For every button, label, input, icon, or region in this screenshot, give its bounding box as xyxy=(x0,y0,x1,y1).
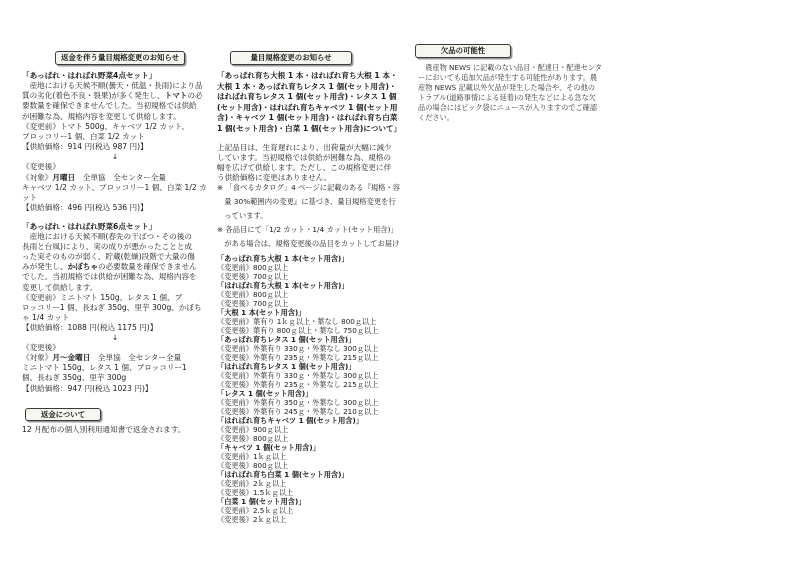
text-segment: みが発生し、 xyxy=(22,262,68,272)
text-line xyxy=(217,195,403,209)
text-segment: キャベツ 1/2 カット、ブロッコリー1 個、白菜 1/2 カ xyxy=(22,182,207,192)
text-segment: 【供給価格：947 円(税込 1023 円)】 xyxy=(22,383,153,393)
text-segment: 産地における天候不順(曇天・低温・長雨)により品 xyxy=(22,81,203,91)
text-segment: 産物 NEWS 記載以外欠品が発生した場合や、その他の xyxy=(418,83,595,92)
spec-change-explanation xyxy=(217,143,403,183)
text-segment: 個、長ねぎ 350g、里芋 300g xyxy=(22,373,127,383)
spec-change-notes xyxy=(217,181,403,251)
text-segment: 【供給価格：1088 円(税込 1175 円)】 xyxy=(22,322,158,332)
text-segment: う供給価格に変更はありません。 xyxy=(217,173,332,182)
text-segment: 質の劣化(着色不良・裂果)が多く発生し、 xyxy=(22,91,165,101)
text-line xyxy=(418,83,604,93)
item-name: 「はればれ育ちキャベツ 1 個(セット用含)」 xyxy=(217,415,363,425)
text-line xyxy=(217,113,403,124)
text-segment: 幅を広げて供給します。ただし、この規格変更に伴 xyxy=(217,163,392,172)
text-line xyxy=(22,283,208,293)
text-segment: 上記品目は、生育遅れにより、出荷量が大幅に減少 xyxy=(217,143,392,152)
text-segment: 大根 1 本・あっぱれ育ちレタス 1 個(セット用含)・ xyxy=(217,81,397,91)
text-segment: 《変更後》 xyxy=(22,343,60,353)
text-line xyxy=(22,203,208,213)
item-after-spec: 《変更後》800ｇ以上 xyxy=(217,460,289,470)
text-line xyxy=(418,73,604,83)
text-segment: ↓ xyxy=(111,333,119,343)
text-segment: はればれ育ちレタス 1 個(セット用含)・レタス 1 個 xyxy=(217,92,397,102)
text-segment: ↓ xyxy=(111,152,119,162)
text-line xyxy=(22,252,208,262)
text-segment: 全単協 全センター全量 xyxy=(75,172,166,182)
text-line xyxy=(418,113,604,123)
stockout-possibility-heading: 欠品の可能性 xyxy=(415,44,511,58)
text-line xyxy=(217,153,403,163)
text-segment: 農産物 NEWS に記載のない品目・配達日・配達センタ xyxy=(418,63,602,72)
item-before-spec: 《変更前》外葉有り 350ｇ・外葉なし 300ｇ以上 xyxy=(217,397,379,407)
text-segment: ーにおいても追加欠品が発生する可能性があります。農 xyxy=(418,73,598,82)
item-name: 「はればれ育ち白菜 1 個(セット用含)」 xyxy=(217,469,349,479)
spec-change-target-items xyxy=(217,71,403,135)
text-segment: (セット用含)・はればれ育ちキャベツ 1 個(セット用 xyxy=(217,102,398,112)
item-before-spec: 《変更前》外葉有り 330ｇ・外葉なし 300ｇ以上 xyxy=(217,370,379,380)
text-segment: 含)・キャベツ 1 個(セット用含)・はればれ育ち白菜 xyxy=(217,113,398,123)
text-line xyxy=(22,222,208,232)
item-before-spec: 《変更前》800ｇ以上 xyxy=(217,262,289,272)
item-after-spec: 《変更後》葉有り 800ｇ以上・葉なし 750ｇ以上 xyxy=(217,325,379,335)
text-segment: 《変更後》 xyxy=(22,162,60,172)
text-segment: 《対象》 xyxy=(22,172,53,182)
item-name: 「白菜 1 個(セット用含)」 xyxy=(217,496,306,506)
bold-text: 「あっぱれ・はればれ野菜4点セット」 xyxy=(22,71,157,80)
refund-heading: 返金について xyxy=(25,408,101,421)
item-after-spec: 《変更後》2ｋｇ以上 xyxy=(217,514,287,524)
spec-change-notice-heading: 量目規格変更のお知らせ xyxy=(230,51,352,65)
text-line xyxy=(22,293,208,303)
refund-change-notice-heading: 返金を伴う量目規格変更のお知らせ xyxy=(55,51,185,65)
item-before-spec: 《変更前》1ｋｇ以上 xyxy=(217,451,287,461)
text-line xyxy=(22,353,208,363)
text-line xyxy=(22,101,208,111)
text-line xyxy=(22,183,208,193)
text-line xyxy=(22,313,208,323)
text-segment: ※ 「食べるカタログ」4 ページに記載のある『規格・容 xyxy=(217,183,401,192)
item-before-spec: 《変更前》800ｇ以上 xyxy=(217,289,289,299)
item-name: 「はればれ育ち大根 1 本(セット用含)」 xyxy=(217,280,349,290)
text-segment: 品の場合にはピック袋にニュースが入りますのでご確認 xyxy=(418,103,598,112)
item-before-spec: 《変更前》900ｇ以上 xyxy=(217,424,289,434)
text-line xyxy=(22,333,208,343)
item-after-spec: 《変更後》外葉有り 235ｇ・外葉なし 215ｇ以上 xyxy=(217,352,379,362)
item-after-spec: 《変更後》800ｇ以上 xyxy=(217,433,289,443)
text-segment: でした。当初規格では供給が困難な為、規格内容を xyxy=(22,272,197,282)
item-name: 「あっぱれ育ち大根 1 本(セット用含)」 xyxy=(217,253,349,263)
text-line xyxy=(217,181,403,195)
text-line xyxy=(217,143,403,153)
text-line xyxy=(217,92,403,103)
item-name: 「キャベツ 1 個(セット用含)」 xyxy=(217,442,320,452)
stockout-possibility-text xyxy=(418,63,604,123)
text-segment: 【供給価格：914 円(税込 987 円)】 xyxy=(22,142,148,152)
text-segment: トラブル(道路事情による延着)の発生などによる急な欠 xyxy=(418,93,596,102)
vegetable-set-4-notice xyxy=(22,71,208,213)
bold-text: 月曜日 xyxy=(52,172,76,182)
text-line xyxy=(22,142,208,152)
text-line xyxy=(22,91,208,101)
text-segment: が困難な為、規格内容を変更して供給します。 xyxy=(22,111,181,121)
text-line xyxy=(217,82,403,93)
text-line xyxy=(22,272,208,282)
text-line xyxy=(22,363,208,373)
text-line xyxy=(22,152,208,162)
refund-text: 12 月配布の個人別利用通知書で返金されます。 xyxy=(22,425,186,434)
text-segment: ミニトマト 150g、レタス 1 個、ブロッコリー1 xyxy=(22,363,187,373)
text-segment: 1 個(セット用含)・白菜 1 個(セット用含)について」 xyxy=(217,123,402,133)
text-segment: 《変更前》トマト 500g、キャベツ 1/2 カット、 xyxy=(22,121,190,131)
text-segment: がある場合は、規格変更後の品目をカットしてお届け xyxy=(217,239,400,248)
text-segment: 【供給価格：496 円(税込 536 円)】 xyxy=(22,203,148,213)
item-name: 「レタス 1 個(セット用含)」 xyxy=(217,388,313,398)
text-segment: 変更して供給します。 xyxy=(22,282,98,292)
item-before-spec: 《変更前》2.5ｋｇ以上 xyxy=(217,505,294,515)
text-line xyxy=(217,237,403,251)
item-after-spec: 《変更後》外葉有り 235ｇ・外葉なし 215ｇ以上 xyxy=(217,379,379,389)
text-line xyxy=(22,242,208,252)
text-line xyxy=(418,63,604,73)
text-segment: ゃ 1/4 カット xyxy=(22,312,70,322)
text-line xyxy=(22,122,208,132)
text-line xyxy=(22,173,208,183)
text-segment: 「あっぱれ育ち大根 1 本・はればれ育ち大根 1 本・ xyxy=(217,71,398,80)
text-line xyxy=(22,193,208,203)
text-line xyxy=(22,112,208,122)
text-segment: 要数量を確保できませんでした。当初規格では供給 xyxy=(22,101,197,111)
text-line xyxy=(22,303,208,313)
text-segment: 《変更前》ミニトマト 150g、レタス 1 個、ブ xyxy=(22,292,183,302)
text-line xyxy=(22,232,208,242)
text-line xyxy=(217,223,403,237)
text-line xyxy=(418,103,604,113)
bold-text: 「あっぱれ・はればれ野菜6点セット」 xyxy=(22,222,157,231)
text-line xyxy=(22,323,208,333)
text-segment: 《対象》 xyxy=(22,353,53,363)
text-segment: ブロッコリー1 個、白菜 1/2 カット xyxy=(22,131,145,141)
text-segment: ※ 各品目にて「1/2 カット・1/4 カット(セット用含)」 xyxy=(217,225,398,234)
bold-text: トマト xyxy=(164,91,188,101)
text-segment: の必 xyxy=(187,91,203,101)
item-name: 「大根 1 本(セット用含)」 xyxy=(217,307,306,317)
item-after-spec: 《変更後》700ｇ以上 xyxy=(217,298,289,308)
text-line xyxy=(22,343,208,353)
text-segment: 全単協 全センター全量 xyxy=(90,353,182,363)
text-segment: 産地における天候不順(春先の干ばつ・その後の xyxy=(22,232,193,242)
text-segment: 量 30%範囲内の変更』に基づき、量目規格変更を行 xyxy=(217,197,396,206)
text-line xyxy=(217,71,403,82)
bold-text: かぼちゃ xyxy=(67,262,98,272)
text-line xyxy=(22,81,208,91)
item-before-spec: 《変更前》2ｋｇ以上 xyxy=(217,478,287,488)
text-line xyxy=(217,209,403,223)
text-segment: 長雨と台風)により、実の成りが悪かったことと成 xyxy=(22,242,193,252)
text-segment: ロッコリー1 個、長ねぎ 350g、里芋 300g、かぼち xyxy=(22,302,202,312)
item-after-spec: 《変更後》1.5ｋｇ以上 xyxy=(217,487,294,497)
text-segment: っています。 xyxy=(217,211,268,220)
text-line xyxy=(217,124,403,135)
spec-change-item-list xyxy=(217,254,403,524)
item-before-spec: 《変更前》外葉有り 330ｇ・外葉なし 300ｇ以上 xyxy=(217,343,379,353)
text-segment: しています。当初規格では供給が困難な為、規格の xyxy=(217,153,392,162)
item-after-spec: 《変更後》700ｇ以上 xyxy=(217,271,289,281)
text-line xyxy=(22,162,208,172)
text-line xyxy=(22,262,208,272)
text-segment: ット xyxy=(22,192,38,202)
item-after-spec: 《変更後》外葉有り 245ｇ・外葉なし 210ｇ以上 xyxy=(217,406,379,416)
text-segment: の必要数量を確保できません xyxy=(97,262,197,272)
text-line xyxy=(217,103,403,114)
text-line xyxy=(217,163,403,173)
text-line xyxy=(22,71,208,81)
text-line xyxy=(22,373,208,383)
text-line xyxy=(22,132,208,142)
text-line xyxy=(418,93,604,103)
item-name: 「あっぱれ育ちレタス 1 個(セット用含)」 xyxy=(217,334,356,344)
text-line xyxy=(22,384,208,394)
text-segment: ください。 xyxy=(418,113,454,122)
vegetable-set-6-notice xyxy=(22,222,208,394)
text-segment: った実そのものが弱く、貯蔵(乾燥)段階で大量の傷 xyxy=(22,252,195,262)
item-name: 「はればれ育ちレタス 1 個(セット用含)」 xyxy=(217,361,356,371)
bold-text: 月～金曜日 xyxy=(52,353,91,363)
item-before-spec: 《変更前》葉有り 1ｋｇ以上・葉なし 800ｇ以上 xyxy=(217,316,377,326)
